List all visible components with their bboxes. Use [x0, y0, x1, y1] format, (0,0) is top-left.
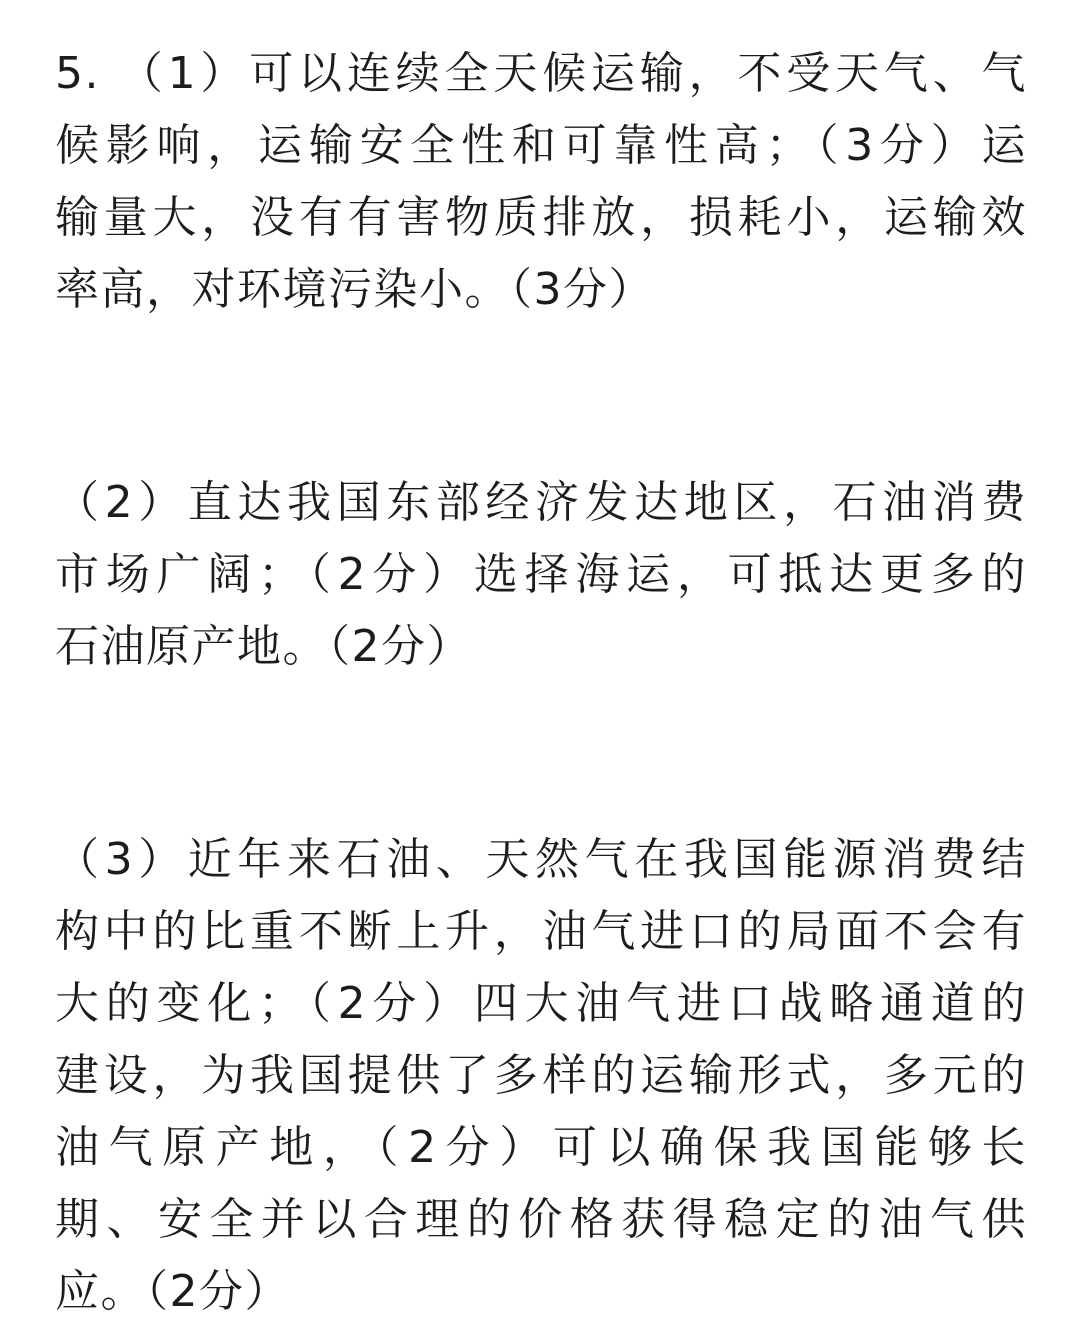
answer-part-1: [55, 38, 1027, 326]
text-line: 候影响，运输安全性和可靠性高；（3分）运: [55, 120, 1027, 171]
text-line: 大的变化；（2分）四大油气进口战略通道的: [55, 978, 1027, 1029]
answer-part-2: [55, 467, 1027, 683]
answer-document: [55, 38, 1027, 1328]
text-line: 应。（2分）: [55, 1266, 290, 1317]
text-line: （3）近年来石油、天然气在我国能源消费结: [55, 834, 1027, 885]
text-line: 市场广阔；（2分）选择海运，可抵达更多的: [55, 549, 1027, 600]
text-line: 建设，为我国提供了多样的运输形式，多元的: [55, 1050, 1027, 1101]
text-line: 石油原产地。（2分）: [55, 621, 472, 672]
paragraph-spacer: [55, 326, 1027, 467]
text-line: 输量大，没有有害物质排放，损耗小，运输效: [55, 192, 1027, 243]
text-line: 构中的比重不断上升，油气进口的局面不会有: [55, 906, 1027, 957]
text-line: 5. （1）可以连续全天候运输，不受天气、气: [55, 48, 1027, 99]
answer-part-3: [55, 824, 1027, 1328]
text-line: 期、安全并以合理的价格获得稳定的油气供: [55, 1194, 1027, 1245]
text-line: 油气原产地，（2分）可以确保我国能够长: [55, 1122, 1027, 1173]
paragraph-spacer: [55, 683, 1027, 824]
text-line: 率高，对环境污染小。（3分）: [55, 264, 654, 315]
text-line: （2）直达我国东部经济发达地区，石油消费: [55, 477, 1027, 528]
